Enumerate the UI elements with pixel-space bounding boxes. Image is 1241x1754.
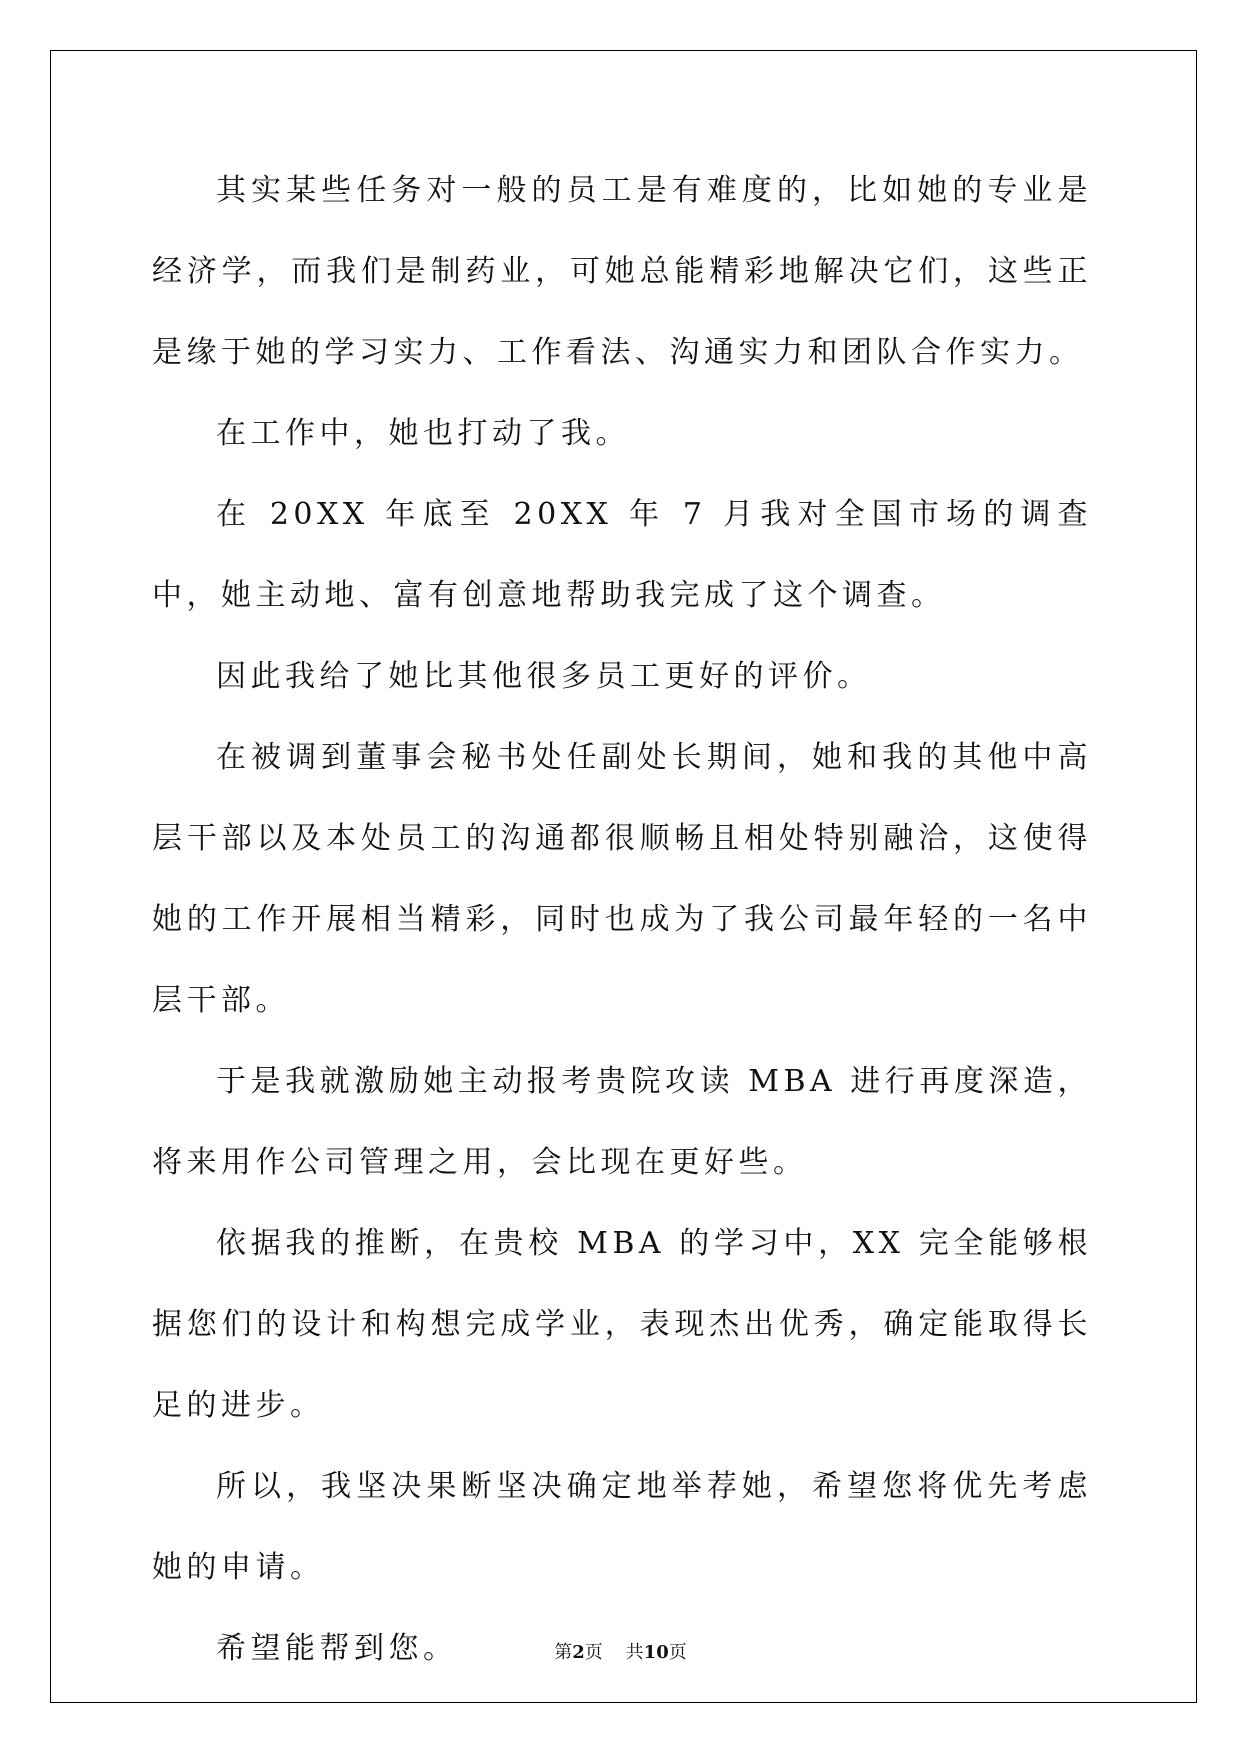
paragraph-6: 于是我就激励她主动报考贵院攻读 MBA 进行再度深造，将来用作公司管理之用，会比现在更好些。: [152, 1064, 1092, 1180]
footer-current-page: 2: [572, 1642, 585, 1663]
paragraph-5: 在被调到董事会秘书处任副处长期间，她和我的其他中高层干部以及本处员工的沟通都很顺畅且相处特别融洽，这使得她的工作开展相当精彩，同时也成为了我公司最年轻的一名中层干部。: [152, 740, 1092, 1018]
footer-prefix: 第: [554, 1642, 573, 1663]
document-body: [152, 150, 1092, 1689]
paragraph-3: 在 20XX 年底至 20XX 年 7 月我对全国市场的调查中，她主动地、富有创意地帮助我完成了这个调查。: [152, 497, 1092, 613]
footer-total-prefix: 共: [625, 1642, 644, 1663]
paragraph-1: 其实某些任务对一般的员工是有难度的，比如她的专业是经济学，而我们是制药业，可她总能精彩地解决它们，这些正是缘于她的学习实力、工作看法、沟通实力和团队合作实力。: [152, 173, 1092, 370]
paragraph-9: 希望能帮到您。: [216, 1631, 458, 1666]
paragraph-8: 所以，我坚决果断坚决确定地举荐她，希望您将优先考虑她的申请。: [152, 1469, 1092, 1585]
footer-page-unit: 页: [584, 1642, 603, 1663]
paragraph-2: 在工作中，她也打动了我。: [216, 416, 630, 451]
paragraph-7: 依据我的推断，在贵校 MBA 的学习中，XX 完全能够根据您们的设计和构想完成学业，表现杰出优秀，确定能取得长足的进步。: [152, 1226, 1092, 1423]
paragraph-4: 因此我给了她比其他很多员工更好的评价。: [216, 659, 872, 694]
page-footer: [0, 1638, 1241, 1664]
footer-total-unit: 页: [668, 1642, 687, 1663]
footer-total-pages: 10: [643, 1642, 669, 1663]
